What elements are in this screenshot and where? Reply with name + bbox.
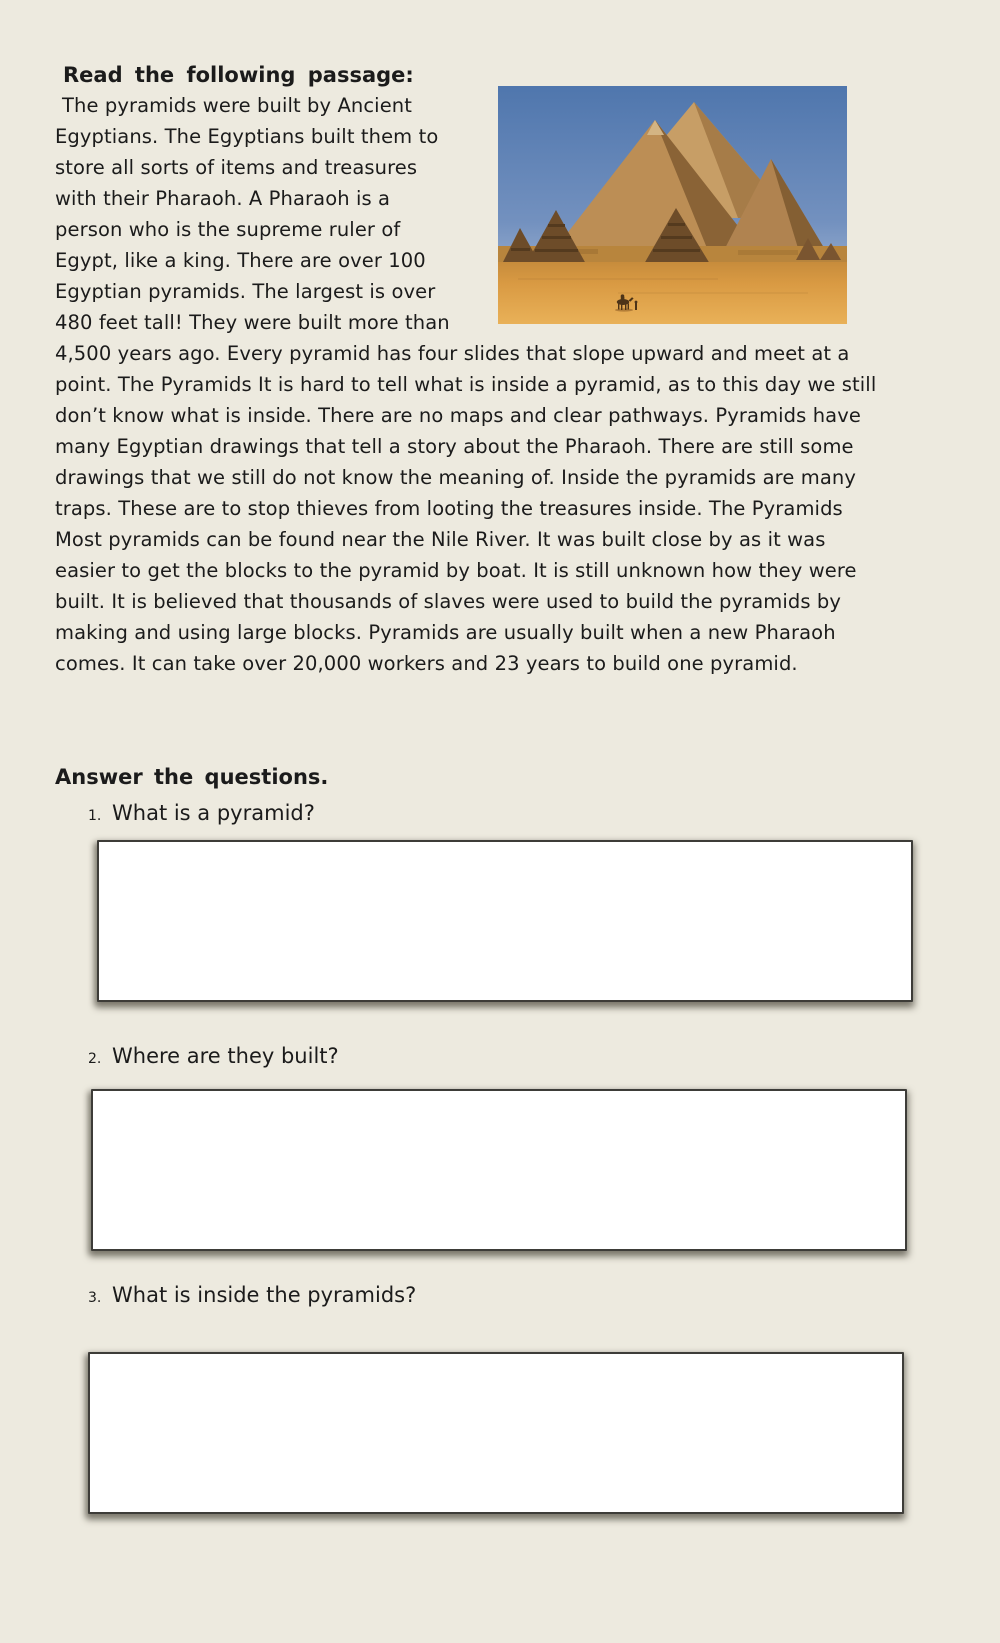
giza-pyramids-photo bbox=[498, 86, 847, 324]
questions-heading: Answer the questions. bbox=[55, 765, 329, 789]
passage-text: The pyramids were built by Ancient Egyptians. The Egyptians built them to store all sorts of items and treasures with their Pharaoh. A Pharaoh is a person who is the supreme ruler of Egypt, like a king. There are over 100 Egyptian pyramids. The largest is over 480 feet tall! They were built more than 4,500 years ago. Every pyramid has four slides that slope upward and meet at a point. The Pyramids It is hard to tell what is inside a pyramid, as to this day we still don’t know what is inside. There are no maps and clear pathways. Pyramids have many Egyptian drawings that tell a story about the Pharaoh. There are still some drawings that we still do not know the meaning of. Inside the pyramids are many traps. These are to stop thieves from looting the treasures inside. The Pyramids Most pyramids can be found near the Nile River. It was built close by as it was easier to get the blocks to the pyramid by boat. It is still unknown how they were built. It is believed that thousands of slaves were used to build the pyramids by making and using large blocks. Pyramids are usually built when a new Pharaoh comes. It can take over 20,000 workers and 23 years to build one pyramid. bbox=[55, 94, 877, 675]
passage-heading: Read the following passage: bbox=[63, 63, 414, 87]
question-1-number: 1. bbox=[88, 808, 102, 824]
giza-pyramids-illustration bbox=[498, 86, 847, 324]
question-2 bbox=[88, 1042, 890, 1073]
question-3 bbox=[88, 1281, 890, 1312]
answer-input-2[interactable] bbox=[91, 1089, 907, 1251]
answer-input-1[interactable] bbox=[97, 840, 913, 1002]
question-1-text: What is a pyramid? bbox=[112, 801, 315, 825]
question-2-text: Where are they built? bbox=[112, 1044, 339, 1068]
answer-input-3[interactable] bbox=[88, 1352, 904, 1514]
question-3-number: 3. bbox=[88, 1290, 102, 1306]
passage-section bbox=[55, 60, 890, 763]
question-3-text: What is inside the pyramids? bbox=[112, 1283, 417, 1307]
question-2-number: 2. bbox=[88, 1051, 102, 1067]
question-1 bbox=[88, 799, 890, 830]
